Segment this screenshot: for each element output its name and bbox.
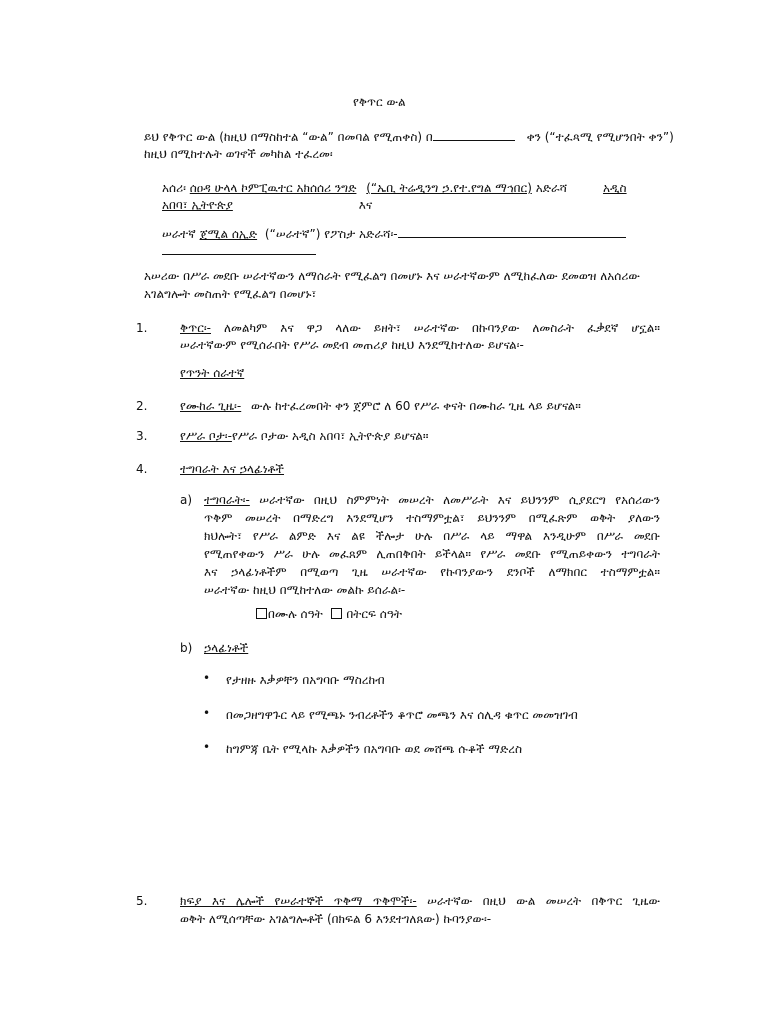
section-5-heading: ክፍያ እና ሌሎች የሠራተኞች ጥቅማ ጥቅሞች፡- xyxy=(180,894,417,908)
employer-abbr: (“ኤቢ ትሬዲንግ ኃ.የተ.የግል ማኅበር) xyxy=(366,181,532,195)
subsection-a-line-4: የሚጠየቀውን ሥራ ሁሉ መፈጸም ሊጠበቅበት ይችላል። የሥራ መደቡ የሚጠይቀውን ተግባራት xyxy=(204,547,660,561)
section-2-text: ውሉ ከተፈረመበት ቀን ጀምሮ ለ 60 የሥራ ቀናት በሙከራ ጊዜ ላይ ይሆናል። xyxy=(251,399,581,413)
section-3-number: 3. xyxy=(136,429,148,443)
employer-and: እና xyxy=(358,198,373,212)
subsection-a-line-1 xyxy=(204,492,660,508)
bullet-1-symbol: • xyxy=(203,671,211,685)
subsection-b-line xyxy=(204,640,254,656)
employee-line-1 xyxy=(162,225,626,242)
intro-text-a: ይህ የቅጥር ውል (ከዚህ በማስከተል “ውል” በመባል የሚጠቀስ) በ xyxy=(144,130,433,144)
employee-address-blank-2 xyxy=(162,242,316,255)
full-time-checkbox[interactable] xyxy=(256,608,267,619)
position-title: የጥንት ሰራተኛ xyxy=(180,366,245,380)
section-3-heading: የሥራ ቦታ፡- xyxy=(180,429,232,443)
section-3-line xyxy=(180,428,428,444)
bullet-2-symbol: • xyxy=(203,706,211,720)
subsection-a-heading: ተግባራት፡- xyxy=(204,493,250,507)
part-time-checkbox[interactable] xyxy=(331,608,342,619)
section-1-number: 1. xyxy=(136,321,148,335)
subsection-a-line-2: ጥቅም መሠረት በማድረግ እንደሚሆን ተስማምቷል፣ ይህንንም በሚፈጽም ወቅት ያለውን xyxy=(204,511,660,525)
full-time-label: በሙሉ ሰዓት xyxy=(268,607,323,621)
section-2-line xyxy=(180,398,581,414)
employer-city-2: አበባ፣ ኢትዮጵያ xyxy=(162,198,233,212)
section-5-line-1 xyxy=(180,893,660,909)
employee-line-2 xyxy=(162,242,316,259)
subsection-a-letter: a) xyxy=(180,493,193,507)
page-title: የቅጥር ውል xyxy=(353,95,406,109)
section-1-line-1 xyxy=(180,320,660,336)
work-time-options xyxy=(256,606,402,622)
employee-address-blank xyxy=(398,225,626,238)
intro-text-b: ቀን (“ተፈጻሚ የሚሆንበት ቀን”) xyxy=(526,130,674,144)
employer-line-2 xyxy=(162,197,372,213)
employee-abbr: (“ሠራተኛ”) የፖስታ አድራሻ፡- xyxy=(264,227,398,241)
bullet-3-text: ከግምጃ ቤት የሚላኩ እቃዎችን በአግባቡ ወደ መሸጫ ሱቆች ማድረስ xyxy=(226,742,523,756)
whereas-line-2: አገልግሎት መስጠት የሚፈልግ በመሆኑ፣ xyxy=(144,287,317,301)
section-5-line-2: ወቅት ለሚሰጣቸው አገልግሎቶች (በክፍል 6 እንደተገለጸው) ኩባንያው፡- xyxy=(180,912,492,926)
section-1-position xyxy=(180,365,340,381)
section-5-text-1: ሠራተኛው በዚህ ውል መሠረት በቅጥር ጊዜው xyxy=(427,894,660,908)
employer-label: አሰሪ፡ xyxy=(162,181,186,195)
bullet-3-symbol: • xyxy=(203,740,211,754)
subsection-a-line-3: ክህሎት፣ የሥራ ልምድ እና ልዩ ችሎታ ሁሉ በሥራ ላይ ማዋል እንዲሁም በሥራ መደቡ xyxy=(204,529,660,543)
section-1-heading: ቅጥር፡- xyxy=(180,321,211,335)
bullet-2-text: በመጋዘግዋጉር ላይ የሚጫኑ ንብረቶችን ቆጥሮ መጫን እና ሰሊዳ ቁጥር መመዝገብ xyxy=(226,708,578,722)
employee-name: ጀሚል ሰኢድ xyxy=(199,227,258,241)
intro-line-2: ከዚህ በሚከተሉት ወገኖች መካከል ተፈረመ፡ xyxy=(144,147,333,161)
date-blank xyxy=(433,128,515,141)
section-4-line xyxy=(180,461,284,477)
subsection-a-text-1: ሠራተኛው በዚህ ስምምነት መሠረት ለመሥራት እና ይህንንም ሲያደርግ የአሰሪውን xyxy=(259,493,660,507)
bullet-1-text: የታዘዙ እቃዎቸን በአግባቡ ማስረከብ xyxy=(226,673,385,687)
employer-name: ሰዐዳ ሁላላ ኮምፒዉተር አክሰሰሪ ንግድ xyxy=(189,181,357,195)
section-2-number: 2. xyxy=(136,399,148,413)
subsection-a-line-6: ሠራተኛው ከዚህ በሚከተለው መልኩ ይሰራል፡- xyxy=(204,583,406,597)
section-5-number: 5. xyxy=(136,894,148,908)
intro-line-1 xyxy=(144,128,674,145)
section-4-heading: ተግባራት እና ኃላፊነቶች xyxy=(180,462,285,476)
section-3-text: የሥራ ቦታው አዲስ አበባ፣ ኢትዮጵያ ይሆናል። xyxy=(231,429,429,443)
subsection-b-letter: b) xyxy=(180,641,193,655)
section-2-heading: የሙከራ ጊዜ፡- xyxy=(180,399,242,413)
employee-label: ሠራተኛ xyxy=(162,227,196,241)
employer-address-label: አድራሻ xyxy=(535,181,568,195)
part-time-label: በትርፍ ሰዓት xyxy=(346,607,403,621)
subsection-b-heading: ኃላፊነቶች xyxy=(204,641,249,655)
whereas-line-1: አሠሪው በሥራ መደቡ ሠራተኛውን ለማሰራት የሚፈልግ በመሆኑ እና ሠራተኛውም ለሚከፈለው ደመወዝ ለአሰሪው xyxy=(144,269,640,283)
section-4-number: 4. xyxy=(136,462,148,476)
subsection-a-line-5: እና ኃላፊነቶችም በሚወጣ ጊዜ ሠራተኛው የኩባንያውን ደንቦች ለማክበር ተስማምቷል። xyxy=(204,565,660,579)
employer-city: አዲስ xyxy=(602,181,627,195)
employer-line-1 xyxy=(162,180,627,196)
section-1-text-1: ለመልካም እና ዋጋ ላለው ይዘት፣ ሠራተኛው በኩባንያው ለመስራት ፈቃደኛ ሆኗል። xyxy=(224,321,660,335)
section-1-line-2: ሠራተኛውም የሚሰራበት የሥራ መደብ መጠሪያ ከዚህ እንደሚከተለው ይሆናል፡- xyxy=(180,338,524,352)
